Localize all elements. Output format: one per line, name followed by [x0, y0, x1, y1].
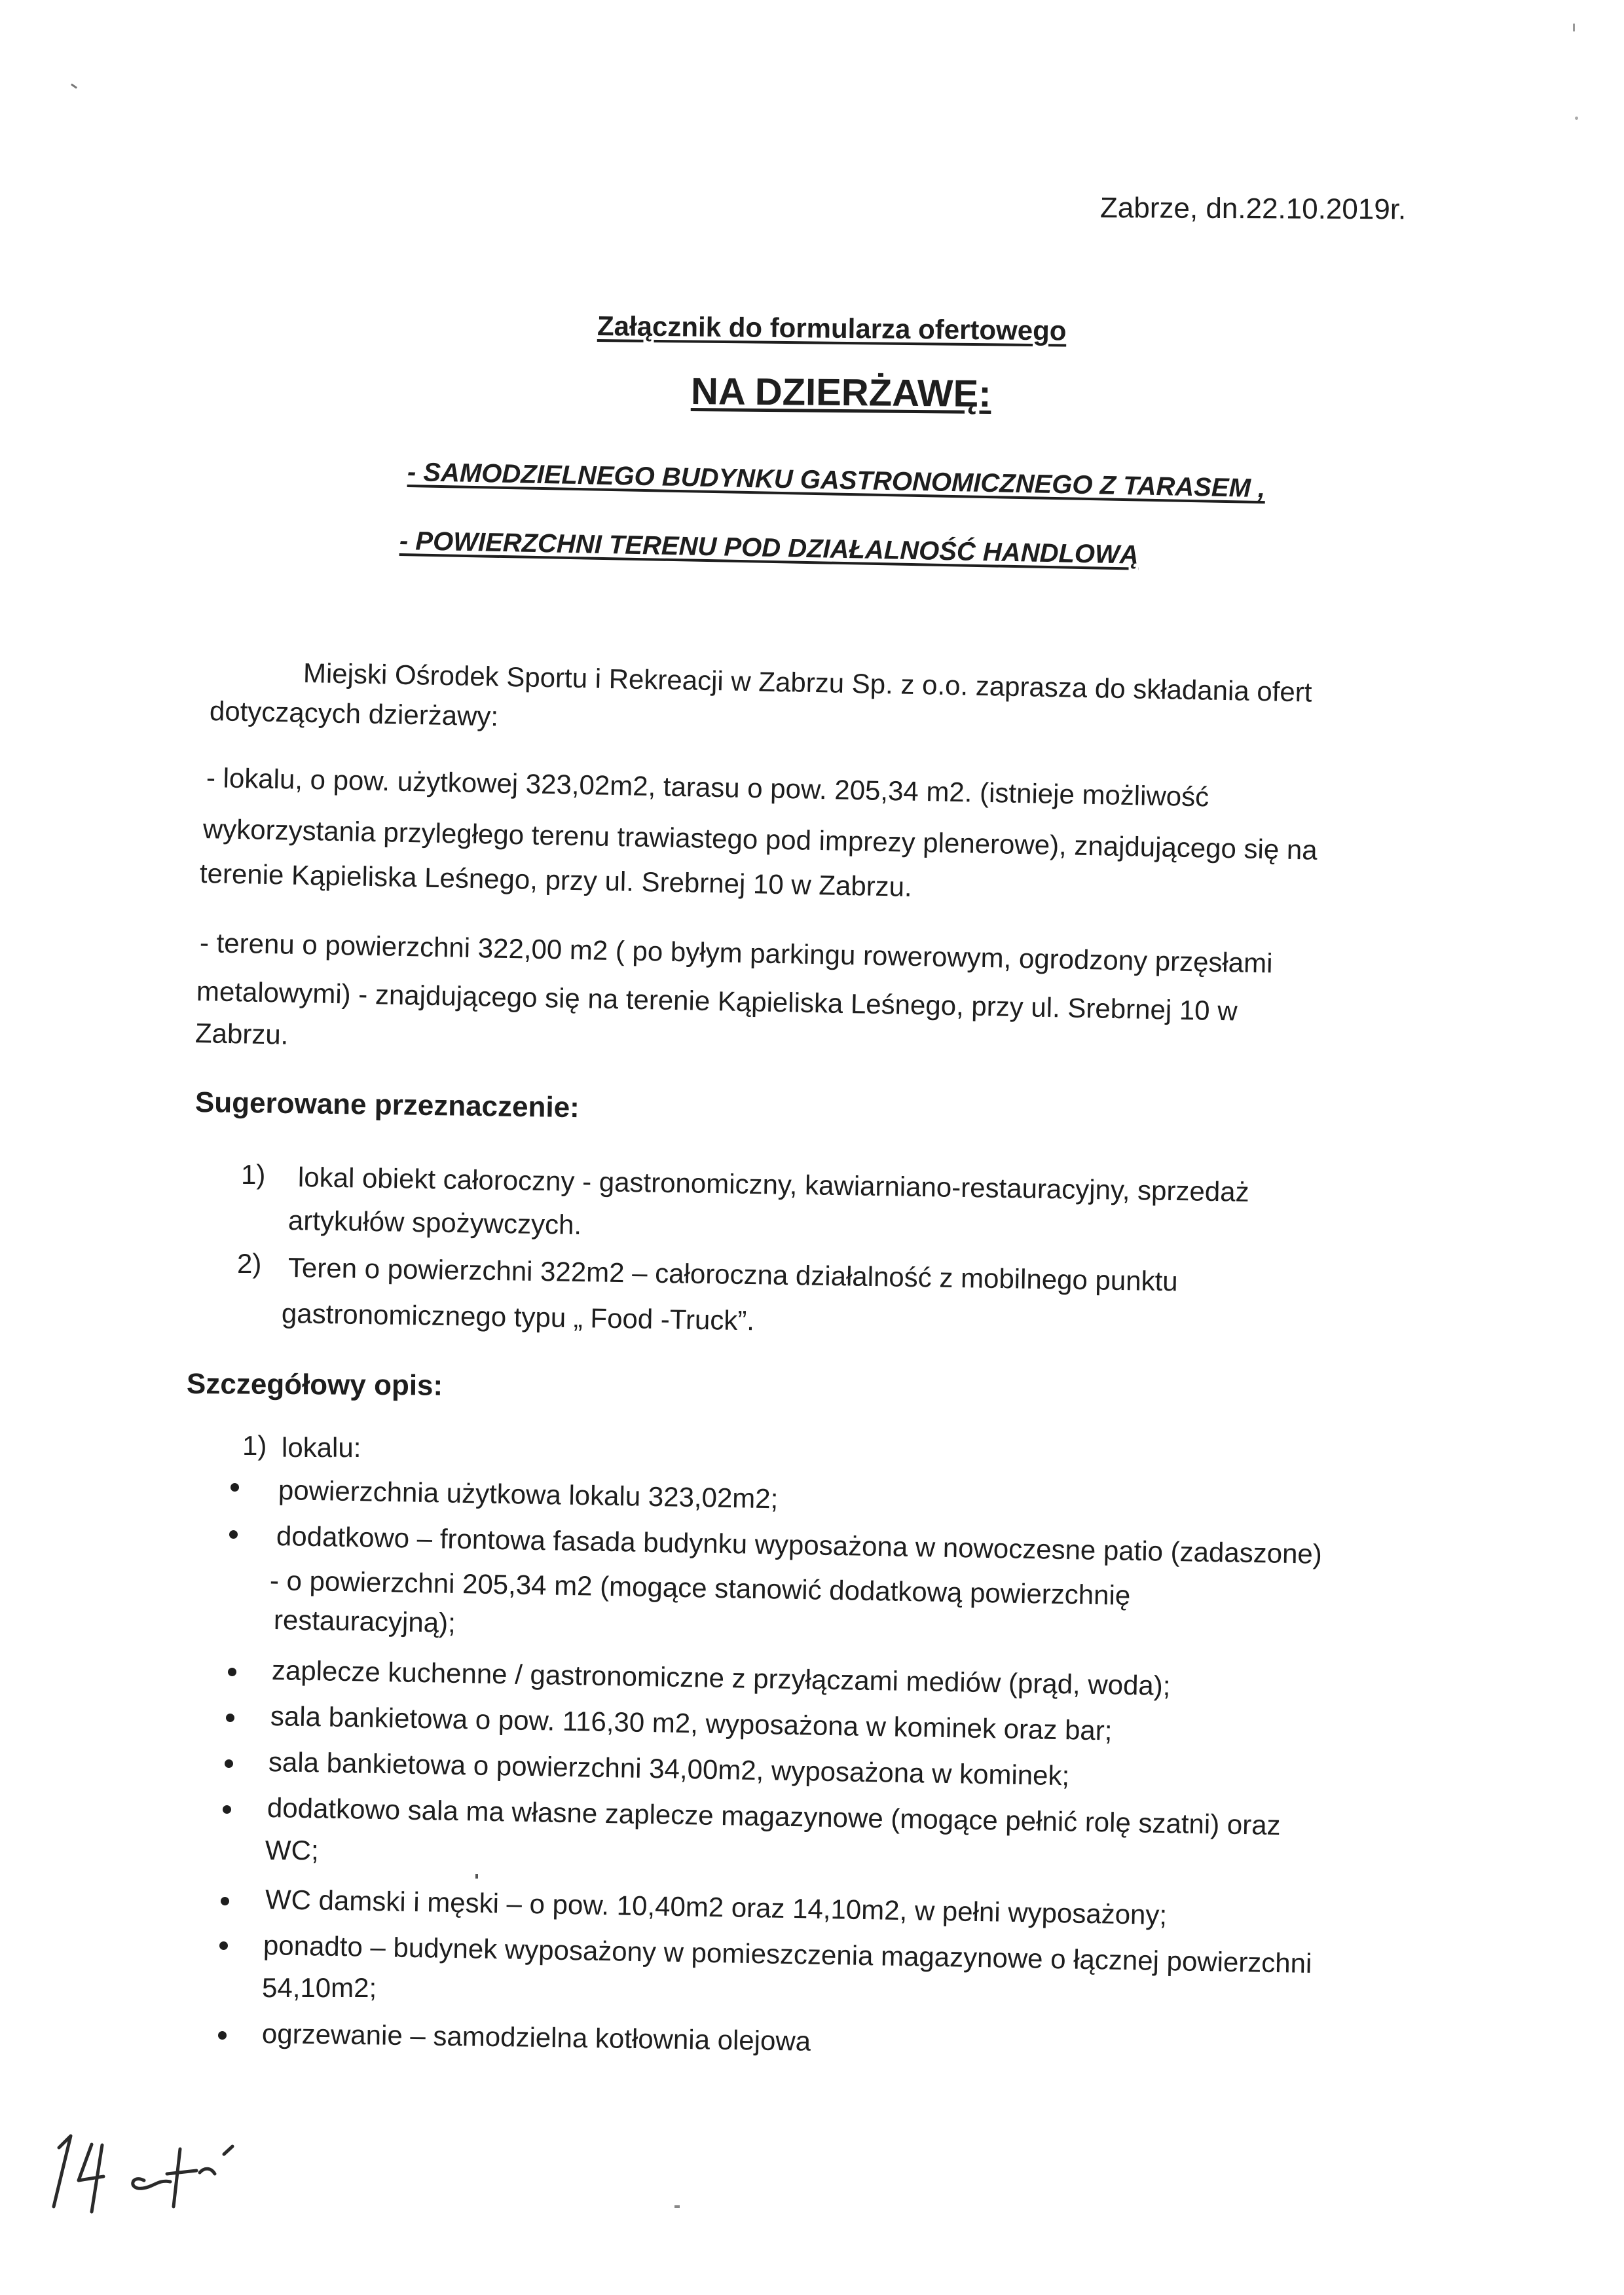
scan-speck — [475, 1874, 478, 1879]
suggested-heading: Sugerowane przeznaczenie: — [194, 1086, 580, 1124]
subtitle-building: - SAMODZIELNEGO BUDYNKU GASTRONOMICZNEGO Z TARASEM , — [407, 458, 1266, 504]
detail-bullet-3: zaplecze kuchenne / gastronomiczne z przyłączami mediów (prąd, woda); — [271, 1655, 1171, 1701]
bullet-icon — [223, 1805, 231, 1814]
detail-bullet-4: sala bankietowa o pow. 116,30 m2, wyposażona w kominek oraz bar; — [270, 1700, 1113, 1746]
bullet-icon — [228, 1668, 236, 1676]
lokal-line-2: wykorzystania przyległego terenu trawiastego pod imprezy plenerowe), znajdującego się na — [202, 813, 1318, 866]
detail-bullet-6-line-2: WC; — [265, 1835, 319, 1865]
bullet-icon — [229, 1530, 238, 1539]
bullet-icon — [219, 1941, 228, 1950]
teren-line-2: metalowymi) - znajdującego się na terenie Kąpieliska Leśnego, przy ul. Srebrnej 10 w — [196, 976, 1238, 1027]
teren-line-1: - terenu o powierzchni 322,00 m2 ( po byłym parkingu rowerowym, ogrodzony przęsłami — [199, 927, 1273, 979]
suggested-item-1-number: 1) — [241, 1159, 266, 1190]
intro-line-1: Miejski Ośrodek Sportu i Rekreacji w Zabrzu Sp. z o.o. zaprasza do składania ofert — [303, 657, 1312, 708]
bullet-icon — [218, 2031, 227, 2040]
bullet-icon — [225, 1759, 233, 1768]
suggested-item-2-number: 2) — [237, 1248, 262, 1279]
date-line: Zabrze, dn.22.10.2019r. — [1099, 192, 1407, 226]
bullet-icon — [226, 1714, 234, 1722]
detail-bullet-9: ogrzewanie – samodzielna kotłownia olejowa — [261, 2018, 811, 2057]
scan-speck — [71, 83, 77, 88]
detail-sub-label: lokalu: — [282, 1432, 361, 1463]
intro-line-2: dotyczących dzierżawy: — [209, 695, 499, 732]
detail-bullet-6-line-1: dodatkowo sala ma własne zaplecze magazynowe (mogące pełnić rolę szatni) oraz — [267, 1792, 1281, 1841]
scan-speck — [1575, 117, 1578, 120]
attachment-title: Załącznik do formularza ofertowego — [597, 310, 1067, 346]
suggested-item-1-line-2: artykułów spożywczych. — [287, 1205, 582, 1241]
scan-speck — [1573, 24, 1575, 31]
lokal-line-3: terenie Kąpieliska Leśnego, przy ul. Srebrnej 10 w Zabrzu. — [199, 858, 913, 902]
detail-bullet-1: powierzchnia użytkowa lokalu 323,02m2; — [278, 1475, 779, 1515]
bullet-icon — [221, 1897, 229, 1905]
detail-bullet-2-line-1: dodatkowo – frontowa fasada budynku wyposażona w nowoczesne patio (zadaszone) — [276, 1520, 1323, 1570]
suggested-item-2-line-1: Teren o powierzchni 322m2 – całoroczna działalność z mobilnego punktu — [287, 1252, 1179, 1297]
main-title: NA DZIERŻAWĘ: — [690, 370, 991, 416]
detail-heading: Szczegółowy opis: — [186, 1368, 443, 1402]
lokal-line-1: - lokalu, o pow. użytkowej 323,02m2, tarasu o pow. 205,34 m2. (istnieje możliwość — [206, 762, 1209, 813]
bullet-icon — [231, 1483, 239, 1492]
suggested-item-1-line-1: lokal obiekt całoroczny - gastronomiczny, kawiarniano-restauracyjny, sprzedaż — [297, 1162, 1249, 1207]
detail-bullet-2-line-2: - o powierzchni 205,34 m2 (mogące stanowić dodatkową powierzchnię — [269, 1565, 1131, 1611]
teren-line-3: Zabrzu. — [194, 1018, 289, 1050]
handwritten-page-note — [39, 2108, 262, 2220]
detail-bullet-8-line-2: 54,10m2; — [262, 1972, 377, 2003]
detail-bullet-5: sala bankietowa o powierzchni 34,00m2, wyposażona w kominek; — [268, 1746, 1070, 1791]
detail-bullet-2-line-3: restauracyjną); — [273, 1604, 456, 1638]
subtitle-terrain: - POWIERZCHNI TERENU POD DZIAŁALNOŚĆ HANDLOWĄ — [399, 526, 1139, 570]
detail-bullet-8-line-1: ponadto – budynek wyposażony w pomieszczenia magazynowe o łącznej powierzchni — [263, 1930, 1312, 1979]
detail-sub-number: 1) — [242, 1430, 267, 1461]
detail-bullet-7: WC damski i męski – o pow. 10,40m2 oraz 14,10m2, w pełni wyposażony; — [265, 1884, 1168, 1931]
suggested-item-2-line-2: gastronomicznego typu „ Food -Truck”. — [281, 1298, 755, 1336]
scan-speck — [674, 2205, 680, 2208]
